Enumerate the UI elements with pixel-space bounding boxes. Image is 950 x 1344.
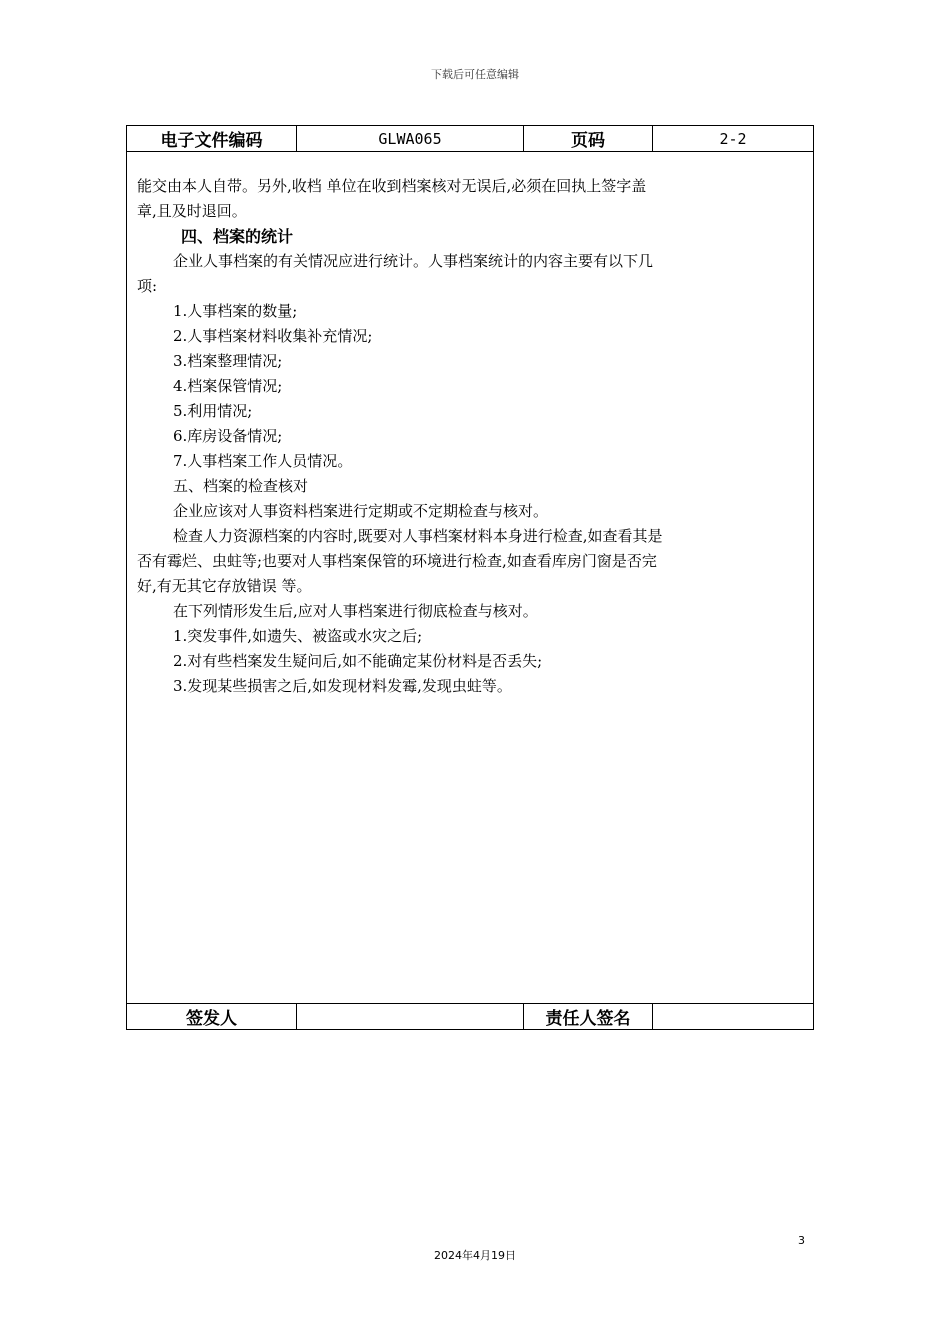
section-heading: 四、档案的统计 <box>181 227 294 246</box>
list-item: 3.发现某些损害之后,如发现材料发霉,发现虫蛀等。 <box>173 677 512 695</box>
issuer-label: 签发人 <box>127 1004 297 1029</box>
table-header-row <box>127 126 813 152</box>
paragraph: 能交由本人自带。另外,收档 单位在收到档案核对无误后,必须在回执上签字盖 <box>137 177 647 195</box>
responsible-label: 责任人签名 <box>524 1004 653 1029</box>
page-label: 页码 <box>524 126 653 151</box>
table-footer-row <box>127 1003 813 1029</box>
paragraph: 检查人力资源档案的内容时,既要对人事档案材料本身进行检查,如查看其是 <box>173 527 663 545</box>
document-table <box>126 125 814 1030</box>
list-item: 2.对有些档案发生疑问后,如不能确定某份材料是否丢失; <box>173 652 543 670</box>
footer-date: 2024年4月19日 <box>434 1249 516 1262</box>
issuer-value <box>297 1004 524 1029</box>
responsible-value <box>653 1004 813 1029</box>
paragraph: 企业应该对人事资料档案进行定期或不定期检查与核对。 <box>173 502 549 520</box>
document-body <box>137 174 807 699</box>
file-code-value: GLWA065 <box>297 126 524 151</box>
list-item: 3.档案整理情况; <box>173 352 283 370</box>
paragraph: 好,有无其它存放错误 等。 <box>137 577 312 595</box>
page-value: 2-2 <box>719 129 747 148</box>
list-item: 4.档案保管情况; <box>173 377 283 395</box>
list-item: 1.突发事件,如遗失、被盗或水灾之后; <box>173 627 423 645</box>
section-heading: 五、档案的检查核对 <box>173 477 309 495</box>
paragraph: 企业人事档案的有关情况应进行统计。人事档案统计的内容主要有以下几 <box>173 252 654 270</box>
paragraph: 否有霉烂、虫蛀等;也要对人事档案保管的环境进行检查,如查看库房门窗是否完 <box>137 552 657 570</box>
list-item: 6.库房设备情况; <box>173 427 283 445</box>
page-number: 3 <box>798 1234 805 1247</box>
list-item: 5.利用情况; <box>173 402 253 420</box>
paragraph: 项: <box>137 277 158 295</box>
list-item: 7.人事档案工作人员情况。 <box>173 452 353 470</box>
paragraph: 在下列情形发生后,应对人事档案进行彻底检查与核对。 <box>173 602 538 620</box>
header-note: 下载后可任意编辑 <box>431 68 519 81</box>
list-item: 1.人事档案的数量; <box>173 302 298 320</box>
paragraph: 章,且及时退回。 <box>137 202 247 220</box>
file-code-label: 电子文件编码 <box>127 126 297 151</box>
list-item: 2.人事档案材料收集补充情况; <box>173 327 373 345</box>
